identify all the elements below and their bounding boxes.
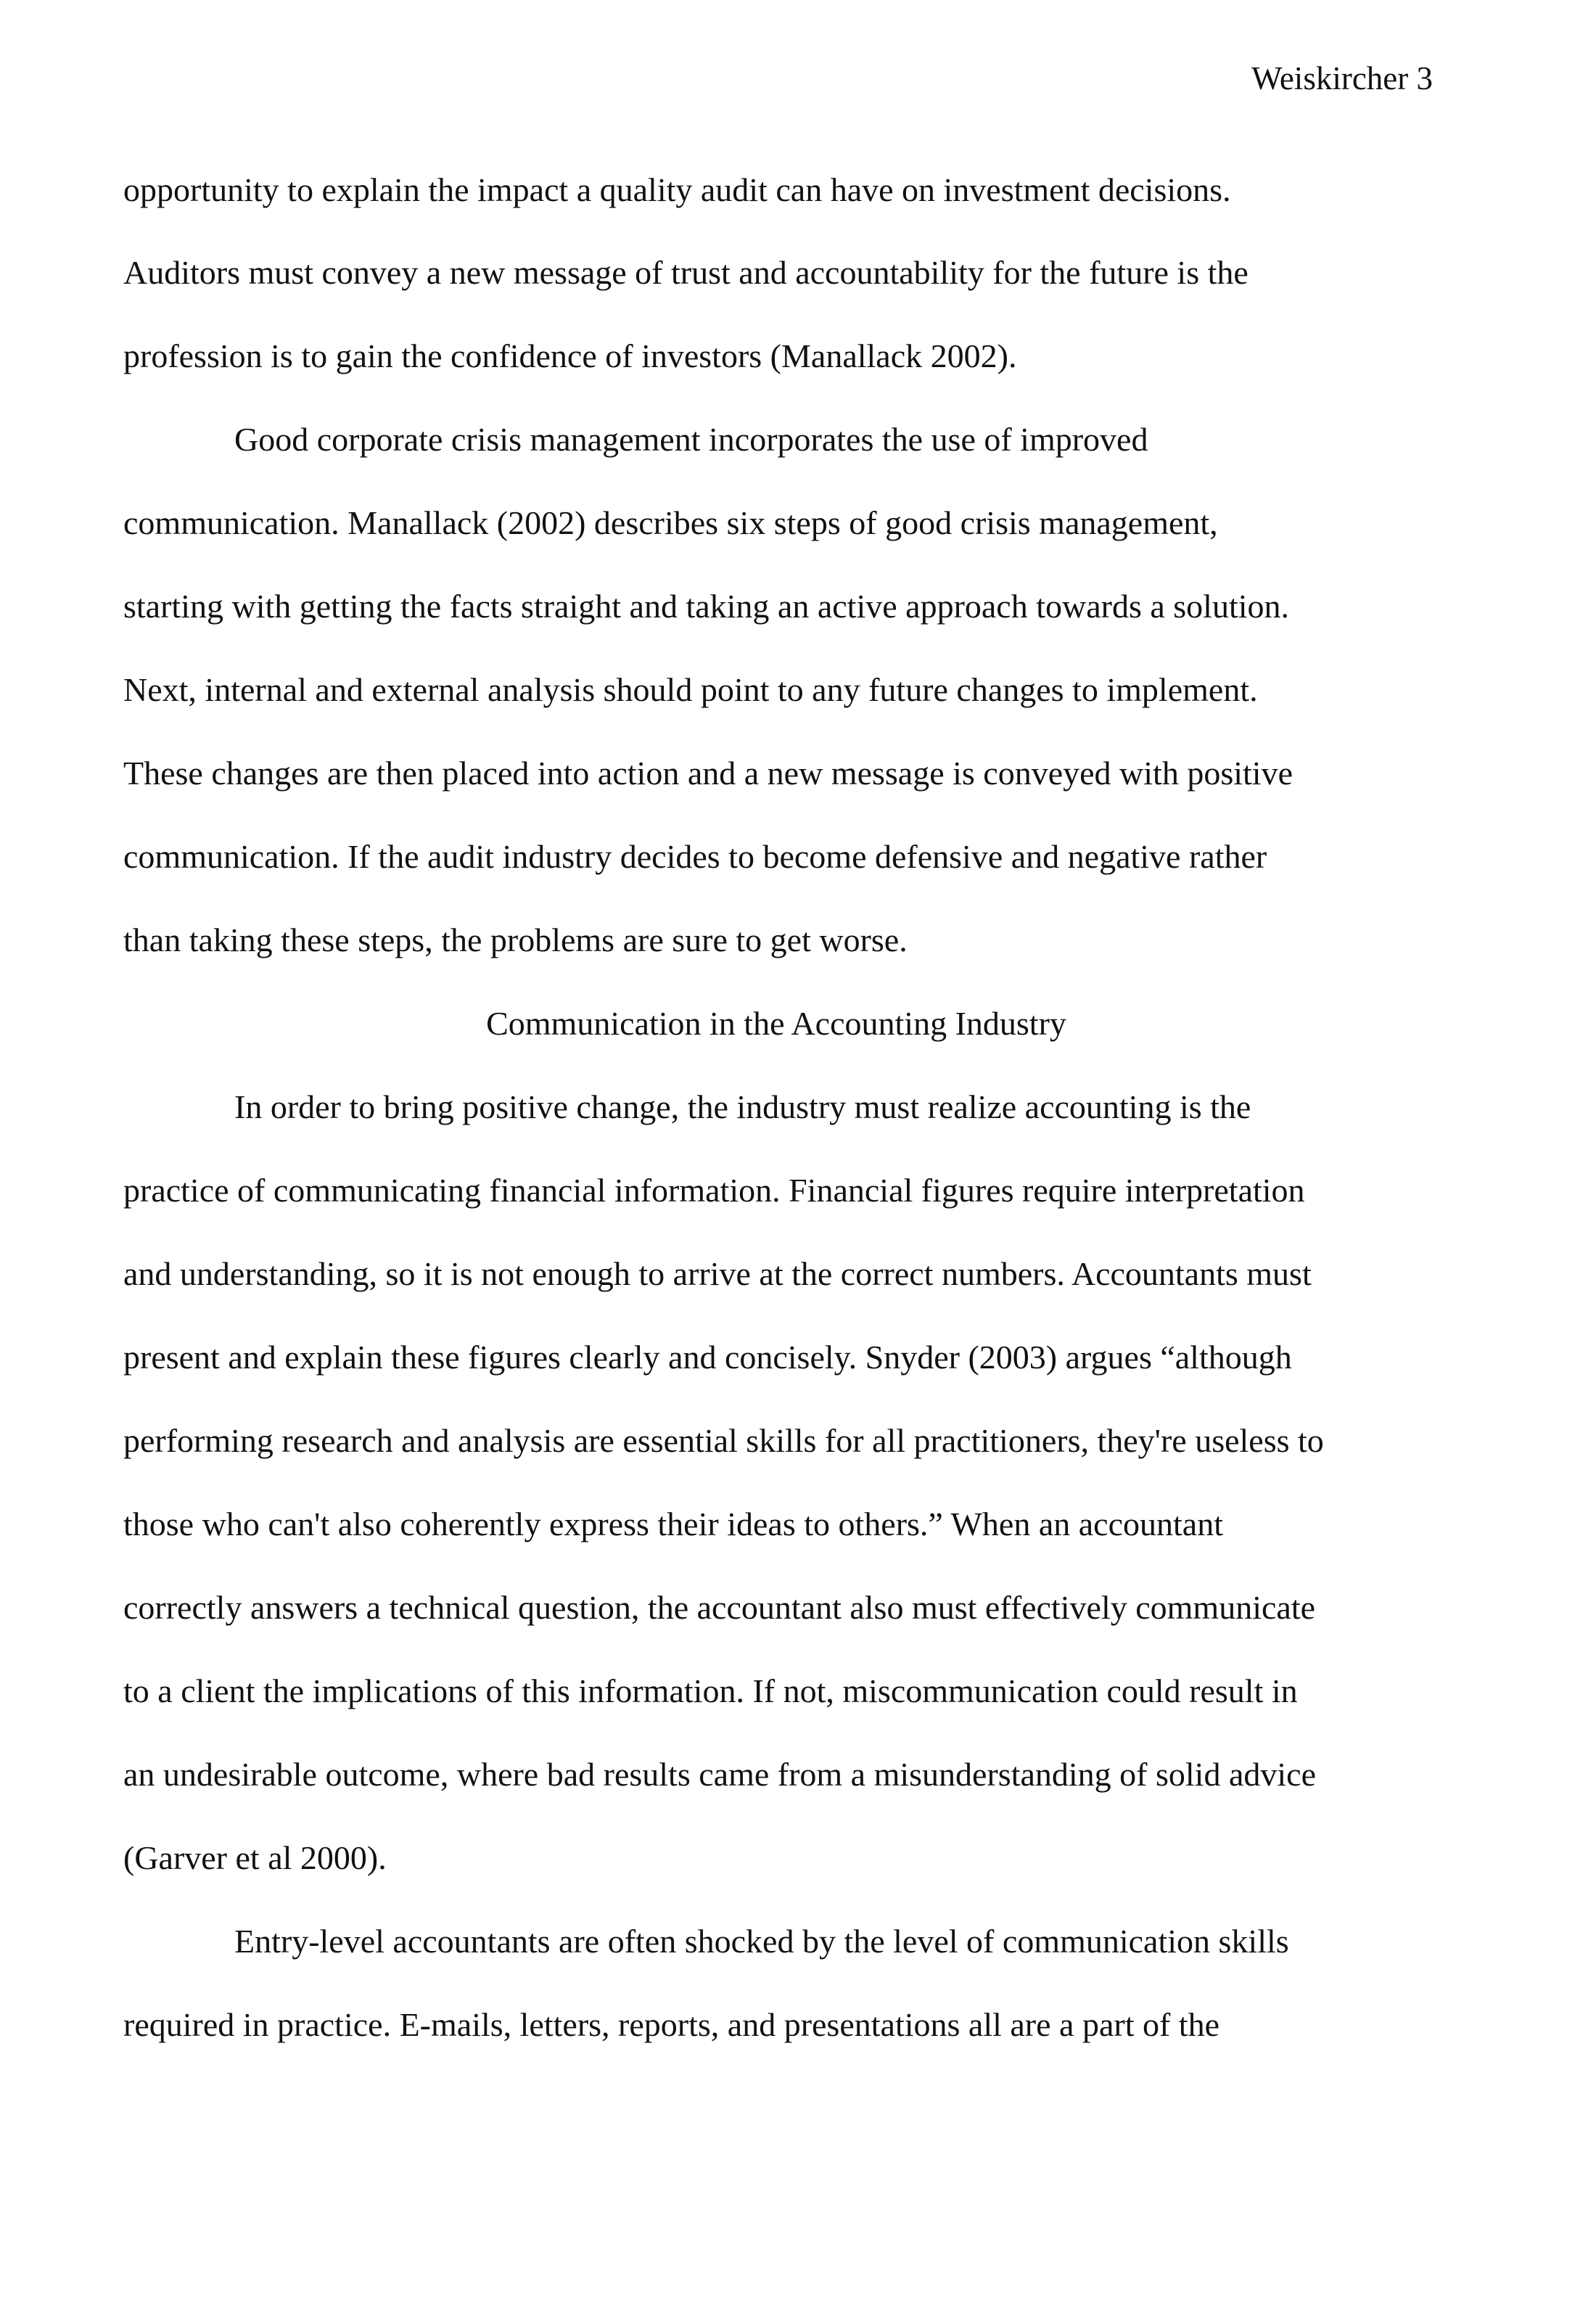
body-line: an undesirable outcome, where bad results came from a misunderstanding of solid advice — [123, 1756, 1316, 1793]
body-line: than taking these steps, the problems are sure to get worse. — [123, 921, 908, 958]
body-line: correctly answers a technical question, the accountant also must effectively communicate — [123, 1589, 1316, 1626]
body-line: those who can't also coherently express their ideas to others.” When an accountant — [123, 1505, 1223, 1542]
body-line: to a client the implications of this information. If not, miscommunication could result in — [123, 1672, 1298, 1709]
body-line: Next, internal and external analysis should point to any future changes to implement. — [123, 671, 1258, 708]
body-line: communication. If the audit industry decides to become defensive and negative rather — [123, 838, 1267, 875]
running-head: Weiskircher 3 — [1251, 60, 1433, 96]
body-line: These changes are then placed into action and a new message is conveyed with positive — [123, 755, 1293, 792]
body-line: and understanding, so it is not enough to arrive at the correct numbers. Accountants must — [123, 1255, 1312, 1292]
body-line: performing research and analysis are essential skills for all practitioners, they're useless to — [123, 1422, 1324, 1459]
section-heading: Communication in the Accounting Industry — [486, 1005, 1066, 1042]
body-line: profession is to gain the confidence of investors (Manallack 2002). — [123, 337, 1017, 374]
body-line: (Garver et al 2000). — [123, 1839, 387, 1876]
body-line: opportunity to explain the impact a quality audit can have on investment decisions. — [123, 171, 1231, 208]
paragraph-first-line: Entry-level accountants are often shocked by the level of communication skills — [234, 1923, 1289, 1960]
paragraph-first-line: Good corporate crisis management incorporates the use of improved — [234, 421, 1148, 458]
body-line: practice of communicating financial information. Financial figures require interpretation — [123, 1172, 1305, 1209]
paragraph-first-line: In order to bring positive change, the industry must realize accounting is the — [234, 1088, 1251, 1125]
body-line: starting with getting the facts straight and taking an active approach towards a solution. — [123, 588, 1290, 625]
body-line: present and explain these figures clearly and concisely. Snyder (2003) argues “although — [123, 1339, 1292, 1376]
body-line: communication. Manallack (2002) describes six steps of good crisis management, — [123, 504, 1218, 541]
body-line: required in practice. E-mails, letters, reports, and presentations all are a part of the — [123, 2006, 1219, 2043]
body-line: Auditors must convey a new message of trust and accountability for the future is the — [123, 254, 1249, 291]
